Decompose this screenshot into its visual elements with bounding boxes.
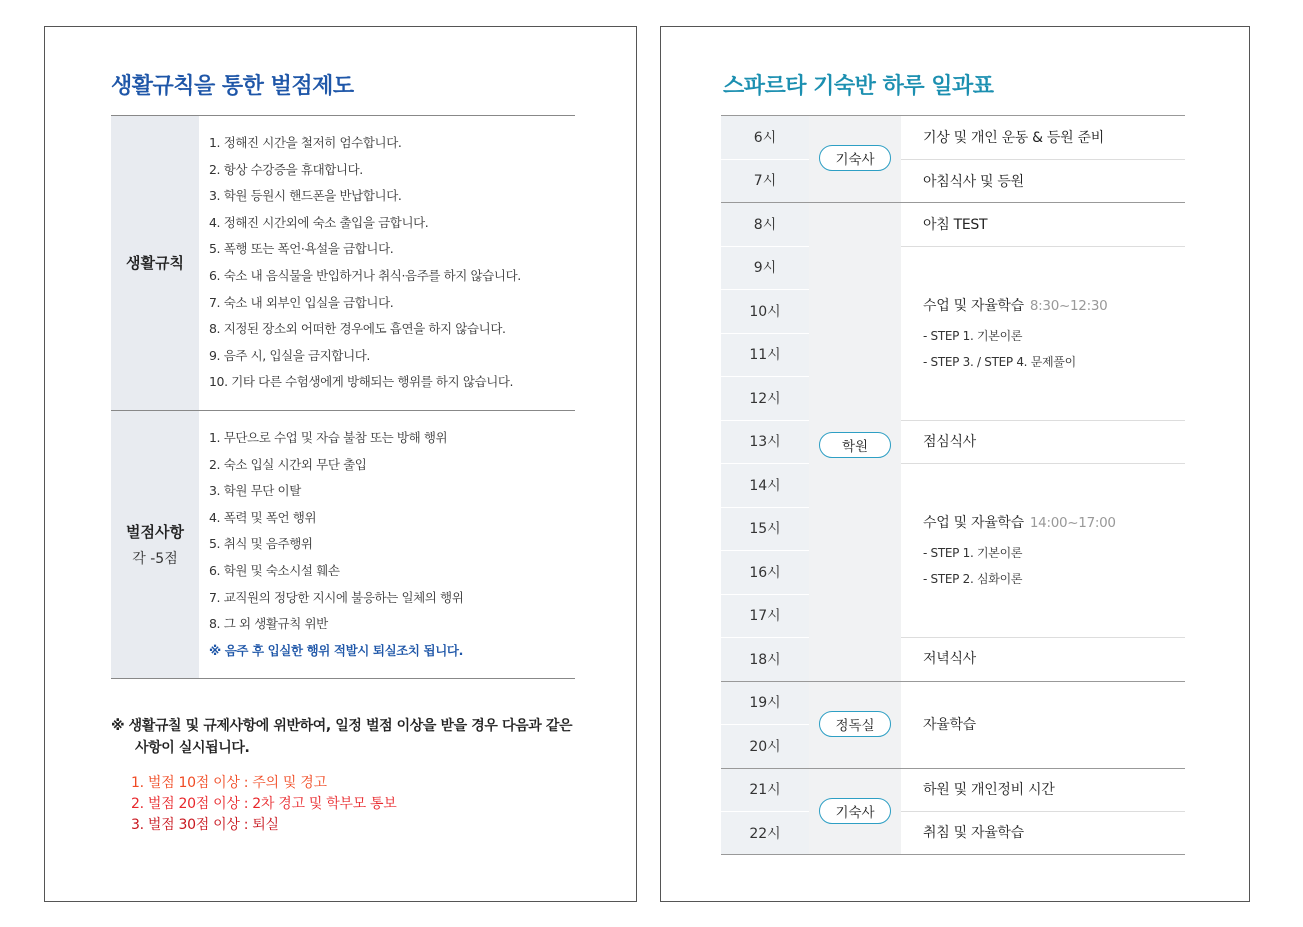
activity-dinner: 저녁식사 (923, 651, 976, 667)
divider (901, 159, 1185, 160)
activity-lunch: 점심식사 (923, 434, 976, 450)
section-title: 벌점사항 (126, 523, 184, 542)
divider (721, 507, 809, 508)
hour-label: 19시 (721, 681, 809, 725)
penalty-level-2: 2. 벌점 20점 이상 : 2차 경고 및 학부모 통보 (131, 796, 397, 812)
list-item: 4. 정해진 시간외에 숙소 출입을 금합니다. (209, 214, 429, 230)
activity-self-study: 자율학습 (923, 717, 976, 733)
divider (721, 594, 809, 595)
divider (721, 246, 809, 247)
hour-label: 18시 (721, 637, 809, 681)
list-item: 1. 정해진 시간을 철저히 엄수합니다. (209, 135, 402, 150)
rules-table (111, 115, 575, 679)
hour-label: 12시 (721, 376, 809, 420)
list-item: 6. 숙소 내 음식물을 반입하거나 취식·음주를 하지 않습니다. (209, 267, 521, 283)
divider (901, 246, 1185, 247)
rules-section-living (111, 116, 575, 411)
rules-list (199, 116, 575, 410)
schedule-panel (660, 26, 1250, 902)
penalty-levels (111, 773, 581, 836)
divider (721, 289, 809, 290)
place-badge-dorm: 기숙사 (819, 798, 891, 824)
hour-label: 22시 (721, 811, 809, 855)
divider (721, 376, 809, 377)
divider (721, 854, 1185, 855)
divider (721, 681, 1185, 682)
list-item: 7. 교직원의 정당한 지시에 불응하는 일체의 행위 (209, 589, 464, 605)
divider (901, 420, 1185, 421)
rules-title: 생활규칙을 통한 벌점제도 (111, 74, 354, 99)
divider (721, 637, 809, 638)
activity-step: - STEP 1. 기본이론 (923, 546, 1023, 560)
divider (721, 420, 809, 421)
divider (901, 811, 1185, 812)
place-badge-dorm: 기숙사 (819, 145, 891, 171)
list-item: 2. 숙소 입실 시간외 무단 출입 (209, 456, 367, 472)
notice-text: ※ 생활규칠 및 규제사항에 위반하여, 일정 벌점 이상을 받을 경우 다음과 같은 사항이 실시됩니다. (111, 718, 573, 756)
schedule-title: 스파르타 기숙반 하루 일과표 (723, 74, 994, 99)
activity-leave: 하원 및 개인정비 시간 (923, 782, 1055, 798)
schedule-row (721, 594, 1185, 638)
hour-label: 15시 (721, 507, 809, 551)
hour-label: 14시 (721, 463, 809, 507)
hour-label: 6시 (721, 115, 809, 159)
rules-section-head (111, 116, 199, 410)
rules-panel (44, 26, 637, 902)
activity-afternoon-class (923, 512, 1116, 532)
list-item: 8. 지정된 장소외 어떠한 경우에도 흡연을 하지 않습니다. (209, 321, 506, 337)
activity-breakfast: 아침식사 및 등원 (923, 174, 1024, 190)
activity-label: 수업 및 자율학습 (923, 298, 1024, 314)
divider (721, 811, 809, 812)
place-badge-academy: 학원 (819, 432, 891, 458)
hour-label: 16시 (721, 550, 809, 594)
schedule-row (721, 463, 1185, 507)
penalty-level-3: 3. 벌점 30점 이상 : 퇴실 (131, 817, 279, 833)
list-item: 5. 폭행 또는 폭언·욕설을 금합니다. (209, 241, 394, 257)
list-item: 2. 항상 수강증을 휴대합니다. (209, 161, 363, 177)
activity-morning-class (923, 295, 1107, 315)
list-item: 7. 숙소 내 외부인 입실을 금합니다. (209, 294, 394, 310)
list-item: 8. 그 외 생활규칙 위반 (209, 616, 328, 632)
divider (721, 550, 809, 551)
divider (901, 637, 1185, 638)
divider (721, 115, 1185, 116)
rules-section-head (111, 411, 199, 678)
hour-label: 10시 (721, 289, 809, 333)
divider (721, 202, 1185, 203)
schedule-row (721, 376, 1185, 420)
hour-label: 21시 (721, 768, 809, 812)
notice-block (111, 715, 581, 836)
hour-label: 17시 (721, 594, 809, 638)
activity-step: - STEP 1. 기본이론 (923, 329, 1023, 343)
activity-morning-test: 아침 TEST (923, 217, 988, 233)
penalty-rules-list (199, 411, 575, 678)
divider (721, 333, 809, 334)
activity-wake: 기상 및 개인 운동 & 등원 준비 (923, 130, 1104, 146)
hour-label: 8시 (721, 202, 809, 246)
list-item: 6. 학원 및 숙소시설 훼손 (209, 562, 340, 578)
hour-label: 7시 (721, 159, 809, 203)
section-title: 생활규칙 (126, 254, 184, 273)
divider (721, 724, 809, 725)
hour-label: 13시 (721, 420, 809, 464)
penalty-level-1: 1. 벌점 10점 이상 : 주의 및 경고 (131, 775, 327, 791)
activity-step: - STEP 3. / STEP 4. 문제풀이 (923, 355, 1076, 369)
activity-step: - STEP 2. 심화이론 (923, 572, 1023, 586)
hour-label: 20시 (721, 724, 809, 768)
warning-note: ※ 음주 후 입실한 행위 적발시 퇴실조치 됩니다. (209, 642, 463, 658)
list-item: 3. 학원 등원시 핸드폰을 반납합니다. (209, 188, 402, 204)
divider (901, 463, 1185, 464)
rules-section-penalty (111, 411, 575, 679)
hour-label: 9시 (721, 246, 809, 290)
divider (721, 768, 1185, 769)
list-item: 5. 취식 및 음주행위 (209, 536, 313, 552)
divider (721, 463, 809, 464)
place-badge-study-room: 정독실 (819, 711, 891, 737)
activity-label: 수업 및 자율학습 (923, 515, 1024, 531)
section-subtitle: 각 -5점 (132, 551, 178, 568)
list-item: 9. 음주 시, 입실을 금지합니다. (209, 347, 370, 363)
hour-label: 11시 (721, 333, 809, 377)
list-item: 4. 폭력 및 폭언 행위 (209, 509, 317, 525)
time-range: 8:30~12:30 (1029, 298, 1108, 314)
activity-sleep: 취침 및 자율학습 (923, 825, 1024, 841)
divider (721, 159, 809, 160)
list-item: 3. 학원 무단 이탈 (209, 483, 301, 499)
list-item: 1. 무단으로 수업 및 자습 불참 또는 방해 행위 (209, 429, 448, 445)
schedule-row (721, 246, 1185, 290)
time-range: 14:00~17:00 (1029, 515, 1116, 531)
list-item: 10. 기타 다른 수험생에게 방해되는 행위를 하지 않습니다. (209, 374, 514, 390)
